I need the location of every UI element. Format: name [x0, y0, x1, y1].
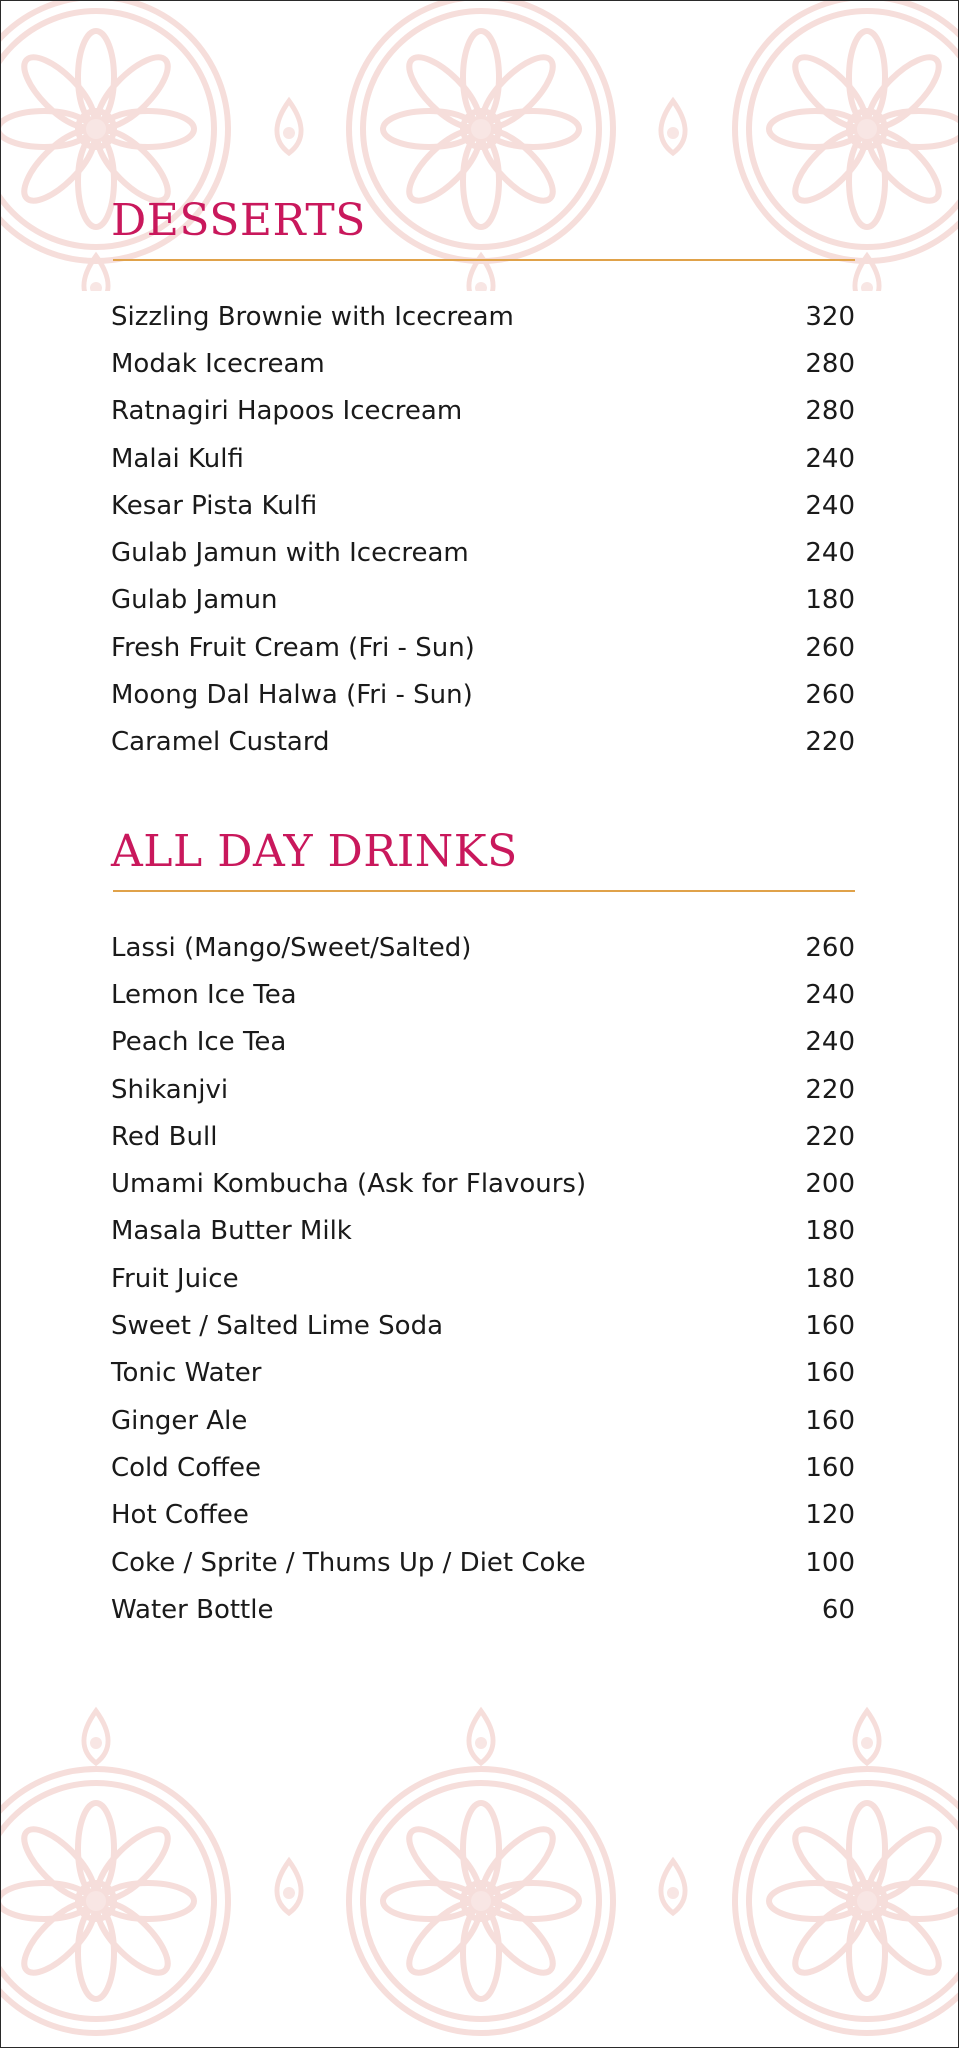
- item-price: 260: [805, 680, 855, 711]
- item-price: 240: [805, 490, 855, 521]
- desserts-title: DESSERTS: [111, 195, 366, 246]
- list-item: [111, 1255, 855, 1302]
- item-name: Red Bull: [111, 1121, 218, 1152]
- list-item: [111, 1208, 855, 1255]
- list-item: [111, 435, 855, 482]
- item-name: Ratnagiri Hapoos Icecream: [111, 396, 463, 427]
- list-item: [111, 1492, 855, 1539]
- item-name: Gulab Jamun with Icecream: [111, 538, 469, 569]
- item-name: Water Bottle: [111, 1594, 274, 1625]
- list-item: [111, 388, 855, 435]
- list-item: [111, 293, 855, 340]
- item-price: 260: [805, 932, 855, 963]
- item-name: Sweet / Salted Lime Soda: [111, 1311, 444, 1342]
- item-name: Moong Dal Halwa (Fri - Sun): [111, 680, 473, 711]
- item-name: Kesar Pista Kulfi: [111, 490, 318, 521]
- item-name: Modak Icecream: [111, 348, 325, 379]
- item-name: Lemon Ice Tea: [111, 979, 297, 1010]
- item-name: Cold Coffee: [111, 1452, 262, 1483]
- item-price: 240: [805, 1027, 855, 1058]
- list-item: [111, 1350, 855, 1397]
- all-day-drinks-title: ALL DAY DRINKS: [111, 826, 518, 877]
- item-price: 220: [805, 1121, 855, 1152]
- item-price: 160: [805, 1358, 855, 1389]
- item-price: 240: [805, 538, 855, 569]
- item-name: Fresh Fruit Cream (Fri - Sun): [111, 632, 475, 663]
- item-price: 160: [805, 1311, 855, 1342]
- item-price: 160: [805, 1452, 855, 1483]
- floral-pattern-top: [1, 1, 959, 291]
- list-item: [111, 1397, 855, 1444]
- list-item: [111, 971, 855, 1018]
- list-item: [111, 1586, 855, 1633]
- item-price: 100: [805, 1547, 855, 1578]
- item-name: Fruit Juice: [111, 1263, 239, 1294]
- list-item: [111, 340, 855, 387]
- item-name: Coke / Sprite / Thums Up / Diet Coke: [111, 1547, 586, 1578]
- list-item: [111, 719, 855, 766]
- item-name: Caramel Custard: [111, 727, 330, 758]
- item-price: 60: [821, 1594, 855, 1625]
- list-item: [111, 924, 855, 971]
- item-name: Ginger Ale: [111, 1405, 248, 1436]
- list-item: [111, 577, 855, 624]
- item-price: 180: [805, 585, 855, 616]
- item-name: Tonic Water: [111, 1358, 262, 1389]
- item-name: Peach Ice Tea: [111, 1027, 287, 1058]
- item-name: Masala Butter Milk: [111, 1216, 352, 1247]
- list-item: [111, 529, 855, 576]
- item-price: 240: [805, 979, 855, 1010]
- item-price: 320: [805, 301, 855, 332]
- item-price: 200: [805, 1169, 855, 1200]
- item-name: Gulab Jamun: [111, 585, 278, 616]
- item-name: Lassi (Mango/Sweet/Salted): [111, 932, 472, 963]
- item-name: Shikanjvi: [111, 1074, 229, 1105]
- item-price: 260: [805, 632, 855, 663]
- list-item: [111, 1444, 855, 1491]
- list-item: [111, 1113, 855, 1160]
- list-item: [111, 1302, 855, 1349]
- desserts-divider: [113, 259, 855, 261]
- item-price: 160: [805, 1405, 855, 1436]
- list-item: [111, 482, 855, 529]
- item-name: Umami Kombucha (Ask for Flavours): [111, 1169, 587, 1200]
- list-item: [111, 671, 855, 718]
- list-item: [111, 1019, 855, 1066]
- item-price: 220: [805, 727, 855, 758]
- item-price: 220: [805, 1074, 855, 1105]
- item-name: Malai Kulfi: [111, 443, 244, 474]
- item-price: 280: [805, 348, 855, 379]
- desserts-list: [111, 293, 855, 766]
- item-price: 180: [805, 1216, 855, 1247]
- all-day-drinks-list: [111, 924, 855, 1633]
- list-item: [111, 1160, 855, 1207]
- list-item: [111, 1066, 855, 1113]
- item-price: 240: [805, 443, 855, 474]
- item-name: Hot Coffee: [111, 1500, 249, 1531]
- item-price: 180: [805, 1263, 855, 1294]
- list-item: [111, 624, 855, 671]
- item-price: 280: [805, 396, 855, 427]
- list-item: [111, 1539, 855, 1586]
- item-name: Sizzling Brownie with Icecream: [111, 301, 514, 332]
- floral-pattern-bottom: [1, 1701, 959, 2048]
- all-day-drinks-divider: [113, 890, 855, 892]
- item-price: 120: [805, 1500, 855, 1531]
